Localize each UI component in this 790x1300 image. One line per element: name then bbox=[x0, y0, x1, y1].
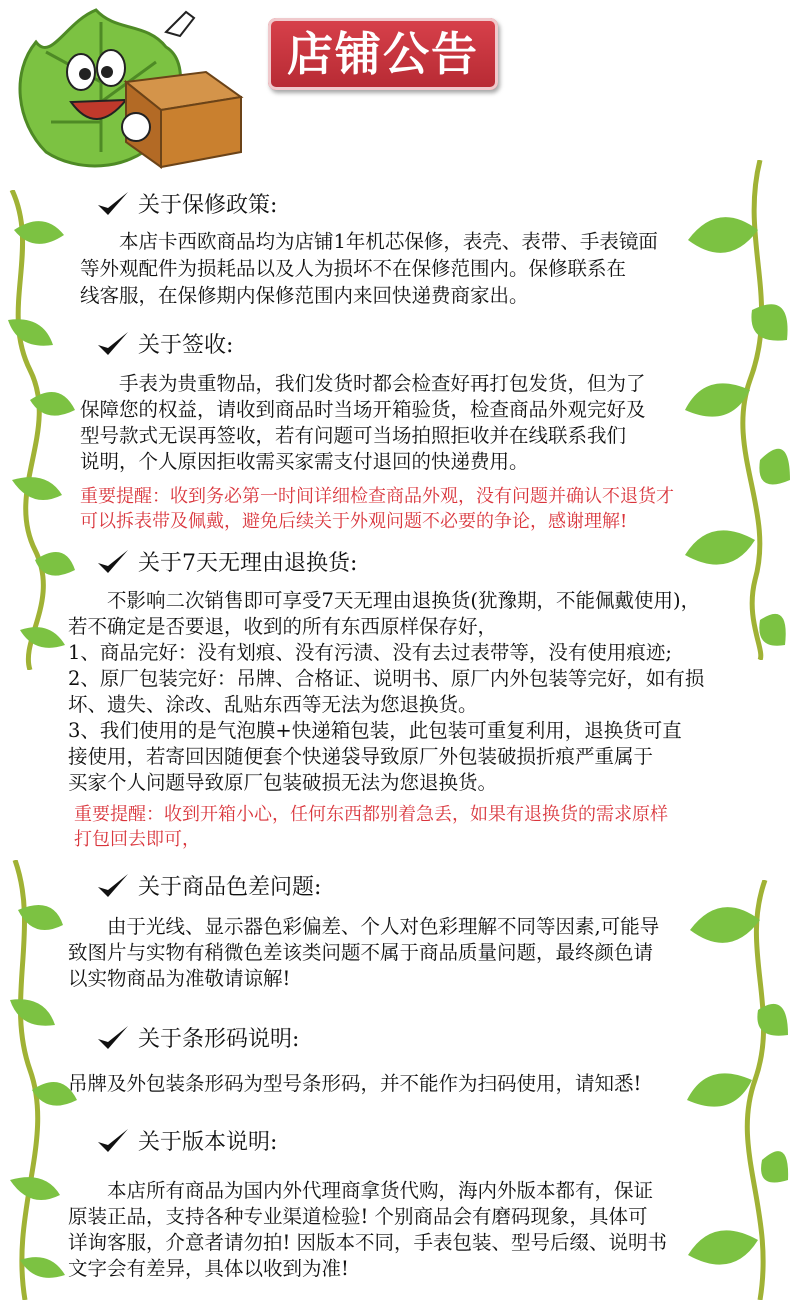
text-line: 详询客服，介意者请勿拍! 因版本不同，手表包装、型号后缀、说明书 bbox=[68, 1231, 668, 1254]
color-heading-text: 关于商品色差问题: bbox=[138, 875, 322, 900]
returns-heading bbox=[96, 546, 357, 577]
text-line: 打包回去即可， bbox=[74, 829, 200, 850]
text-line: 说明，个人原因拒收需买家需支付退回的快递费用。 bbox=[80, 450, 529, 473]
check-mark-icon bbox=[96, 1023, 130, 1053]
version-heading bbox=[96, 1125, 277, 1156]
text-line: 吊牌及外包装条形码为型号条形码，并不能作为扫码使用，请知悉! bbox=[68, 1072, 642, 1095]
check-mark-icon bbox=[96, 547, 130, 577]
text-line: 等外观配件为损耗品以及人为损坏不在保修范围内。保修联系在 bbox=[80, 257, 627, 280]
text-line: 原装正品，支持各种专业渠道检验! 个别商品会有磨码现象，具体可 bbox=[68, 1205, 648, 1228]
text-line: 接使用，若寄回因随便套个快递袋导致原厂外包装破损折痕严重属于 bbox=[68, 745, 654, 768]
warranty-heading bbox=[96, 188, 277, 219]
text-line: 线客服，在保修期内保修范围内来回快递费商家出。 bbox=[80, 284, 529, 307]
text-line: 2、原厂包装完好：吊牌、合格证、说明书、原厂内外包装等完好，如有损 bbox=[68, 667, 705, 690]
leaf-mascot-with-box-icon bbox=[6, 2, 246, 174]
signing-heading-text: 关于签收: bbox=[138, 333, 234, 358]
text-line: 3、我们使用的是气泡膜+快递箱包装，此包装可重复利用，退换货可直 bbox=[68, 719, 682, 742]
barcode-heading-text: 关于条形码说明: bbox=[138, 1027, 300, 1052]
version-heading-text: 关于版本说明: bbox=[138, 1130, 278, 1155]
text-line: 文字会有差异，具体以收到为准! bbox=[68, 1257, 349, 1280]
text-line: 重要提醒：收到开箱小心，任何东西都别着急丢，如果有退换货的需求原样 bbox=[74, 804, 668, 825]
text-line: 型号款式无误再签收，若有问题可当场拍照拒收并在线联系我们 bbox=[80, 424, 627, 447]
text-line: 本店卡西欧商品均为店铺1年机芯保修，表壳、表带、手表镜面 bbox=[80, 230, 658, 253]
right-vine-bottom-icon bbox=[680, 880, 790, 1300]
barcode-heading bbox=[96, 1022, 299, 1053]
text-line: 1、商品完好：没有划痕、没有污渍、没有去过表带等，没有使用痕迹; bbox=[68, 641, 672, 664]
text-line: 手表为贵重物品，我们发货时都会检查好再打包发货，但为了 bbox=[80, 372, 646, 395]
returns-heading-text: 关于7天无理由退换货: bbox=[138, 551, 358, 576]
check-mark-icon bbox=[96, 329, 130, 359]
check-mark-icon bbox=[96, 189, 130, 219]
text-line: 以实物商品为准敬请谅解! bbox=[68, 967, 291, 990]
color-heading bbox=[96, 870, 321, 901]
text-line: 由于光线、显示器色彩偏差、个人对色彩理解不同等因素,可能导 bbox=[68, 915, 660, 938]
text-line: 本店所有商品为国内外代理商拿货代购，海内外版本都有，保证 bbox=[68, 1179, 654, 1202]
text-line: 买家个人问题导致原厂包装破损无法为您退换货。 bbox=[68, 771, 498, 794]
right-vine-top-icon bbox=[680, 160, 790, 660]
store-notice-banner: 店铺公告 bbox=[268, 18, 498, 90]
check-mark-icon bbox=[96, 1126, 130, 1156]
check-mark-icon bbox=[96, 871, 130, 901]
signing-heading bbox=[96, 328, 233, 359]
text-line: 坏、遗失、涂改、乱贴东西等无法为您退换货。 bbox=[68, 693, 478, 716]
text-line: 保障您的权益，请收到商品时当场开箱验货，检查商品外观完好及 bbox=[80, 398, 646, 421]
warranty-heading-text: 关于保修政策: bbox=[138, 193, 278, 218]
text-line: 重要提醒：收到务必第一时间详细检查商品外观，没有问题并确认不退货才 bbox=[80, 486, 674, 507]
text-line: 致图片与实物有稍微色差该类问题不属于商品质量问题，最终颜色请 bbox=[68, 941, 654, 964]
text-line: 可以拆表带及佩戴，避免后续关于外观问题不必要的争论，感谢理解! bbox=[80, 511, 628, 532]
text-line: 不影响二次销售即可享受7天无理由退换货(犹豫期，不能佩戴使用)， bbox=[68, 589, 701, 612]
text-line: 若不确定是否要退，收到的所有东西原样保存好， bbox=[68, 615, 498, 638]
